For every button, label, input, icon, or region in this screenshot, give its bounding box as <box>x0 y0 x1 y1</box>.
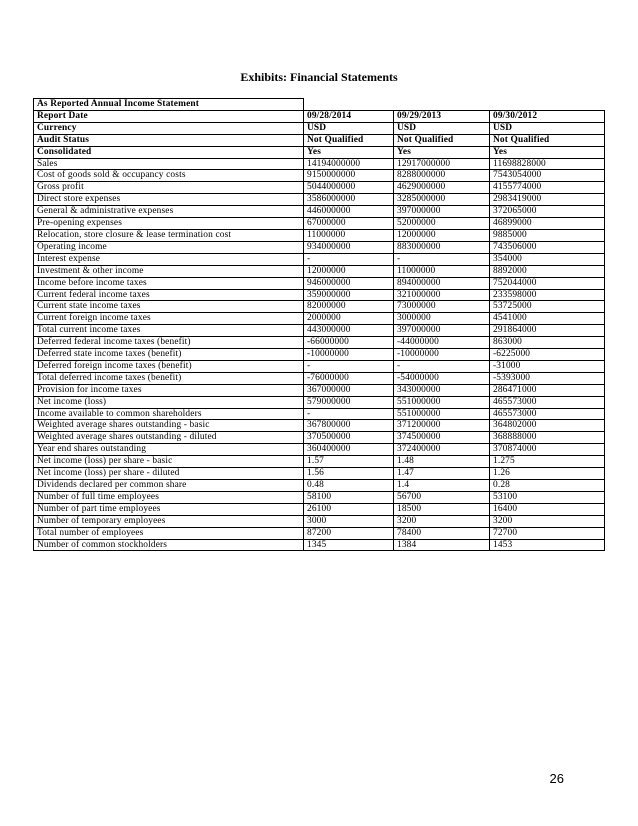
table-row <box>34 491 605 503</box>
value-cell-col-3: 863000 <box>490 337 605 349</box>
value-cell-col-2: - <box>394 253 490 265</box>
value-cell-col-1: 26100 <box>304 503 394 515</box>
value-cell-col-3: 1453 <box>490 539 605 551</box>
value-cell-col-1: 443000000 <box>304 325 394 337</box>
value-cell-col-1: 360400000 <box>304 444 394 456</box>
value-cell-col-3: 53725000 <box>490 301 605 313</box>
value-cell-col-2: 397000000 <box>394 206 490 218</box>
value-cell-col-3: 1.26 <box>490 468 605 480</box>
row-label: Relocation, store closure & lease termination cost <box>34 229 304 241</box>
row-label: Net income (loss) <box>34 396 304 408</box>
table-caption: As Reported Annual Income Statement <box>34 99 304 111</box>
value-cell-col-3: 286471000 <box>490 384 605 396</box>
value-cell-col-3: 09/30/2012 <box>490 110 605 122</box>
value-cell-col-2: 78400 <box>394 527 490 539</box>
row-label: Number of part time employees <box>34 503 304 515</box>
value-cell-col-2: Yes <box>394 146 490 158</box>
row-label: Sales <box>34 158 304 170</box>
table-row <box>34 515 605 527</box>
header-row <box>34 110 605 122</box>
table-row <box>34 360 605 372</box>
row-label: Current state income taxes <box>34 301 304 313</box>
value-cell-col-2: 1.47 <box>394 468 490 480</box>
value-cell-col-3: 372065000 <box>490 206 605 218</box>
value-cell-col-3: 752044000 <box>490 277 605 289</box>
value-cell-col-1: -10000000 <box>304 349 394 361</box>
table-row <box>34 444 605 456</box>
value-cell-col-2: 4629000000 <box>394 182 490 194</box>
value-cell-col-3: 291864000 <box>490 325 605 337</box>
table-caption-row <box>34 99 605 111</box>
row-label: Dividends declared per common share <box>34 480 304 492</box>
value-cell-col-1: -66000000 <box>304 337 394 349</box>
table-row <box>34 170 605 182</box>
table-row <box>34 384 605 396</box>
value-cell-col-2: 371200000 <box>394 420 490 432</box>
table-row <box>34 456 605 468</box>
row-label: General & administrative expenses <box>34 206 304 218</box>
value-cell-col-1: Not Qualified <box>304 134 394 146</box>
value-cell-col-3: 53100 <box>490 491 605 503</box>
value-cell-col-3: 743506000 <box>490 241 605 253</box>
table-row <box>34 432 605 444</box>
value-cell-col-3: -5393000 <box>490 372 605 384</box>
income-statement-table <box>33 98 605 551</box>
value-cell-col-2: 894000000 <box>394 277 490 289</box>
row-label: Total number of employees <box>34 527 304 539</box>
value-cell-col-2: 11000000 <box>394 265 490 277</box>
value-cell-col-1: 58100 <box>304 491 394 503</box>
value-cell-col-2: 09/29/2013 <box>394 110 490 122</box>
value-cell-col-1: 1.57 <box>304 456 394 468</box>
table-row <box>34 337 605 349</box>
table-row <box>34 277 605 289</box>
row-label: Current foreign income taxes <box>34 313 304 325</box>
value-cell-col-1: 11000000 <box>304 229 394 241</box>
value-cell-col-2: 8288000000 <box>394 170 490 182</box>
value-cell-col-1: 1.56 <box>304 468 394 480</box>
value-cell-col-1: 2000000 <box>304 313 394 325</box>
value-cell-col-3: 354000 <box>490 253 605 265</box>
table-row <box>34 241 605 253</box>
value-cell-col-2: 551000000 <box>394 396 490 408</box>
value-cell-col-2: 1384 <box>394 539 490 551</box>
value-cell-col-2: 18500 <box>394 503 490 515</box>
value-cell-col-1: 359000000 <box>304 289 394 301</box>
value-cell-col-1: - <box>304 360 394 372</box>
value-cell-col-3: Not Qualified <box>490 134 605 146</box>
row-label: Net income (loss) per share - basic <box>34 456 304 468</box>
value-cell-col-3: 9885000 <box>490 229 605 241</box>
table-row <box>34 301 605 313</box>
value-cell-col-1: 370500000 <box>304 432 394 444</box>
value-cell-col-2: 3000000 <box>394 313 490 325</box>
row-label: Number of temporary employees <box>34 515 304 527</box>
value-cell-col-3: 4541000 <box>490 313 605 325</box>
value-cell-col-2: 12000000 <box>394 229 490 241</box>
value-cell-col-3: 7543054000 <box>490 170 605 182</box>
row-label: Cost of goods sold & occupancy costs <box>34 170 304 182</box>
value-cell-col-2: 372400000 <box>394 444 490 456</box>
row-label: Direct store expenses <box>34 194 304 206</box>
value-cell-col-2: 883000000 <box>394 241 490 253</box>
row-label: Number of full time employees <box>34 491 304 503</box>
table-row <box>34 503 605 515</box>
row-label: Audit Status <box>34 134 304 146</box>
value-cell-col-2: Not Qualified <box>394 134 490 146</box>
value-cell-col-2: USD <box>394 122 490 134</box>
value-cell-col-3: 46899000 <box>490 218 605 230</box>
value-cell-col-1: 0.48 <box>304 480 394 492</box>
value-cell-col-2: 1.48 <box>394 456 490 468</box>
row-label: Consolidated <box>34 146 304 158</box>
value-cell-col-1: 446000000 <box>304 206 394 218</box>
value-cell-col-2: -44000000 <box>394 337 490 349</box>
row-label: Pre-opening expenses <box>34 218 304 230</box>
value-cell-col-3: 370874000 <box>490 444 605 456</box>
table-row <box>34 349 605 361</box>
table-row <box>34 468 605 480</box>
header-row <box>34 122 605 134</box>
value-cell-col-2: 56700 <box>394 491 490 503</box>
value-cell-col-3: 8892000 <box>490 265 605 277</box>
row-label: Year end shares outstanding <box>34 444 304 456</box>
value-cell-col-1: Yes <box>304 146 394 158</box>
value-cell-col-1: 3586000000 <box>304 194 394 206</box>
value-cell-col-3: 11698828000 <box>490 158 605 170</box>
table-row <box>34 420 605 432</box>
table-row <box>34 527 605 539</box>
value-cell-col-1: 67000000 <box>304 218 394 230</box>
value-cell-col-2: 551000000 <box>394 408 490 420</box>
value-cell-col-3: -31000 <box>490 360 605 372</box>
row-label: Net income (loss) per share - diluted <box>34 468 304 480</box>
table-row <box>34 194 605 206</box>
table-row <box>34 206 605 218</box>
value-cell-col-3: Yes <box>490 146 605 158</box>
value-cell-col-1: -76000000 <box>304 372 394 384</box>
row-label: Deferred foreign income taxes (benefit) <box>34 360 304 372</box>
value-cell-col-3: 16400 <box>490 503 605 515</box>
row-label: Total current income taxes <box>34 325 304 337</box>
header-row <box>34 146 605 158</box>
value-cell-col-2: -10000000 <box>394 349 490 361</box>
value-cell-col-1: 367800000 <box>304 420 394 432</box>
row-label: Current federal income taxes <box>34 289 304 301</box>
value-cell-col-1: 367000000 <box>304 384 394 396</box>
row-label: Income available to common shareholders <box>34 408 304 420</box>
value-cell-col-1: - <box>304 253 394 265</box>
row-label: Weighted average shares outstanding - basic <box>34 420 304 432</box>
value-cell-col-2: 3285000000 <box>394 194 490 206</box>
row-label: Total deferred income taxes (benefit) <box>34 372 304 384</box>
value-cell-col-2: 343000000 <box>394 384 490 396</box>
header-row <box>34 134 605 146</box>
row-label: Income before income taxes <box>34 277 304 289</box>
table-row <box>34 480 605 492</box>
value-cell-col-3: 2983419000 <box>490 194 605 206</box>
table-row <box>34 253 605 265</box>
row-label: Deferred federal income taxes (benefit) <box>34 337 304 349</box>
value-cell-col-3: 72700 <box>490 527 605 539</box>
value-cell-col-2: 374500000 <box>394 432 490 444</box>
value-cell-col-2: 321000000 <box>394 289 490 301</box>
value-cell-col-3: -6225000 <box>490 349 605 361</box>
table-row <box>34 265 605 277</box>
value-cell-col-1: USD <box>304 122 394 134</box>
table-row <box>34 313 605 325</box>
table-row <box>34 408 605 420</box>
row-label: Currency <box>34 122 304 134</box>
table-row <box>34 325 605 337</box>
row-label: Investment & other income <box>34 265 304 277</box>
value-cell-col-2: 52000000 <box>394 218 490 230</box>
value-cell-col-3: 233598000 <box>490 289 605 301</box>
table-row <box>34 372 605 384</box>
value-cell-col-1: - <box>304 408 394 420</box>
value-cell-col-3: 465573000 <box>490 408 605 420</box>
table-row <box>34 182 605 194</box>
table-row <box>34 229 605 241</box>
table-row <box>34 158 605 170</box>
value-cell-col-1: 82000000 <box>304 301 394 313</box>
value-cell-col-3: 465573000 <box>490 396 605 408</box>
value-cell-col-1: 579000000 <box>304 396 394 408</box>
row-label: Deferred state income taxes (benefit) <box>34 349 304 361</box>
value-cell-col-2: 1.4 <box>394 480 490 492</box>
value-cell-col-2: 397000000 <box>394 325 490 337</box>
table-row <box>34 539 605 551</box>
value-cell-col-3: 4155774000 <box>490 182 605 194</box>
row-label: Gross profit <box>34 182 304 194</box>
value-cell-col-1: 5044000000 <box>304 182 394 194</box>
row-label: Weighted average shares outstanding - diluted <box>34 432 304 444</box>
income-statement-body <box>34 99 605 551</box>
table-row <box>34 218 605 230</box>
value-cell-col-1: 9150000000 <box>304 170 394 182</box>
row-label: Operating income <box>34 241 304 253</box>
row-label: Provision for income taxes <box>34 384 304 396</box>
value-cell-col-1: 14194000000 <box>304 158 394 170</box>
table-row <box>34 396 605 408</box>
value-cell-col-2: - <box>394 360 490 372</box>
value-cell-col-1: 934000000 <box>304 241 394 253</box>
row-label: Interest expense <box>34 253 304 265</box>
value-cell-col-3: USD <box>490 122 605 134</box>
value-cell-col-3: 0.28 <box>490 480 605 492</box>
value-cell-col-3: 3200 <box>490 515 605 527</box>
value-cell-col-2: -54000000 <box>394 372 490 384</box>
page-number: 26 <box>549 771 564 786</box>
table-row <box>34 289 605 301</box>
value-cell-col-3: 1.275 <box>490 456 605 468</box>
value-cell-col-1: 946000000 <box>304 277 394 289</box>
row-label: Report Date <box>34 110 304 122</box>
value-cell-col-1: 3000 <box>304 515 394 527</box>
value-cell-col-2: 12917000000 <box>394 158 490 170</box>
value-cell-col-3: 368888000 <box>490 432 605 444</box>
value-cell-col-1: 09/28/2014 <box>304 110 394 122</box>
value-cell-col-1: 1345 <box>304 539 394 551</box>
value-cell-col-1: 12000000 <box>304 265 394 277</box>
value-cell-col-1: 87200 <box>304 527 394 539</box>
row-label: Number of common stockholders <box>34 539 304 551</box>
page-title: Exhibits: Financial Statements <box>240 70 398 84</box>
value-cell-col-2: 3200 <box>394 515 490 527</box>
value-cell-col-3: 364802000 <box>490 420 605 432</box>
value-cell-col-2: 73000000 <box>394 301 490 313</box>
